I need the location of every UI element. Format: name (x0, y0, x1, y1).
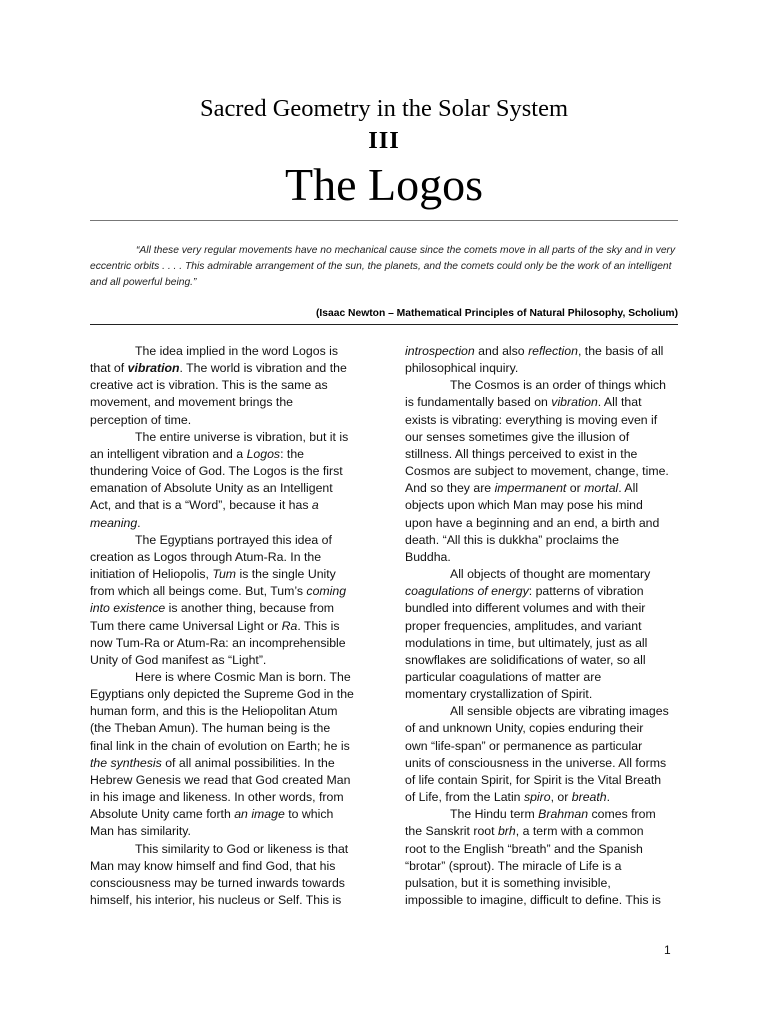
text-line (90, 480, 365, 497)
text-run: Cosmos are subject to movement, change, time. (405, 464, 669, 479)
text-line (90, 789, 365, 806)
text-line (90, 549, 365, 566)
text-line (405, 360, 680, 377)
emphasis-text: into existence (90, 601, 166, 616)
text-line (405, 772, 680, 789)
emphasis-text: coagulations of energy (405, 584, 529, 599)
text-run: own “life-span” or permanence as particular (405, 738, 643, 753)
text-run: The Cosmos is an order of things which (450, 378, 666, 393)
text-line (90, 463, 365, 480)
text-line (405, 532, 680, 549)
text-run: All objects of thought are momentary (450, 567, 651, 582)
text-run: . All that (597, 395, 642, 410)
text-line (90, 429, 365, 446)
text-run: Hebrew Genesis we read that God created Man (90, 772, 351, 787)
text-run: objects upon which Man may pose his mind (405, 498, 643, 513)
emphasis-text: an image (234, 807, 285, 822)
text-run: comes from (588, 807, 656, 822)
body-paragraph (405, 343, 680, 377)
emphasis-text: Logos (246, 446, 281, 461)
body-paragraph (405, 703, 680, 806)
series-title: Sacred Geometry in the Solar System (199, 95, 569, 122)
text-line (405, 566, 680, 583)
text-run: stillness. All things perceived to exist in the (405, 446, 638, 461)
text-line (405, 497, 680, 514)
emphasis-text: impermanent (494, 481, 567, 496)
text-line (405, 429, 680, 446)
text-line (90, 669, 365, 686)
body-paragraph (90, 429, 365, 532)
text-line (90, 377, 365, 394)
body-paragraph (90, 343, 365, 429)
text-run: human form, and this is the Heliopolitan Atum (90, 704, 338, 719)
text-run: Tum there came Universal Light or (90, 618, 282, 633)
text-run: modulations in time, but ultimately, just as all (405, 635, 648, 650)
text-run: initiation of Heliopolis, (90, 567, 213, 582)
emphasis-text: reflection (528, 344, 578, 358)
text-line (405, 686, 680, 703)
text-run: momentary crystallization of Spirit. (405, 687, 593, 702)
text-line (90, 497, 365, 514)
text-run: exists is vibrating: everything is moving even if (405, 412, 658, 427)
text-run: consciousness may be turned inwards towards (90, 875, 345, 890)
text-line (90, 686, 365, 703)
text-line (405, 600, 680, 617)
text-line (90, 841, 365, 858)
text-run: The entire universe is vibration, but it is (135, 429, 349, 444)
text-line (405, 515, 680, 532)
text-run: now Tum-Ra or Atum-Ra: an incomprehensible (90, 635, 346, 650)
text-run: . The world is vibration and the (179, 361, 347, 376)
text-run: the Sanskrit root (405, 824, 498, 839)
text-line (405, 738, 680, 755)
emphasis-text: coming (306, 584, 347, 599)
emphasis-text: introspection (405, 344, 475, 358)
text-run: an intelligent vibration and a (90, 446, 247, 461)
text-run: And so they are (405, 481, 495, 496)
text-run: : the (280, 446, 305, 461)
text-line (405, 549, 680, 566)
text-line (90, 360, 365, 377)
text-line (90, 703, 365, 720)
emphasis-text: meaning (90, 515, 138, 530)
text-line (405, 841, 680, 858)
text-run: units of consciousness in the universe. All forms (405, 755, 667, 770)
epigraph-quote: “All these very regular movements have no mechanical cause since the comets move in all parts of the sky and in very eccentric orbits . . . . This admirable arrangement of the sun, the planets, and the comets could only be the work of an intelligent and all powerful being.” (90, 245, 676, 288)
emphasis-text: vibration (551, 395, 598, 410)
text-line (405, 480, 680, 497)
epigraph-attribution: (Isaac Newton – Mathematical Principles of Natural Philosophy, Scholium) (316, 308, 678, 319)
emphasis-text: breath (571, 790, 607, 805)
text-line (405, 875, 680, 892)
text-line (90, 823, 365, 840)
text-line (405, 703, 680, 720)
text-run: . (137, 515, 141, 530)
text-run: is fundamentally based on (405, 395, 552, 410)
text-run: upon have a beginning and an end, a birth and (405, 515, 660, 530)
text-line (90, 738, 365, 755)
text-run: impossible to imagine, difficult to define. This is (405, 893, 661, 907)
text-run: movement, and movement brings the (90, 395, 294, 410)
text-line (90, 412, 365, 429)
text-line (405, 412, 680, 429)
text-run: proper frequencies, amplitudes, and variant (405, 618, 642, 633)
text-run: Egyptians only depicted the Supreme God in the (90, 687, 354, 702)
text-line (405, 892, 680, 909)
text-line (405, 652, 680, 669)
text-run: particular coagulations of matter are (405, 669, 602, 684)
text-run: is the single Unity (236, 567, 336, 582)
text-run: , a term with a common (515, 824, 644, 839)
text-line (90, 875, 365, 892)
text-line (405, 377, 680, 394)
emphasis-text: Brahman (538, 807, 589, 822)
text-run: This similarity to God or likeness is that (135, 841, 349, 856)
text-run: in his image and likeness. In other words, from (90, 790, 344, 805)
text-line (405, 806, 680, 823)
text-run: from which all beings come. But, Tum’s (90, 584, 307, 599)
text-run: bundled into different volumes and with their (405, 601, 646, 616)
text-line (90, 583, 365, 600)
text-line (405, 858, 680, 875)
text-run: . All (618, 481, 639, 496)
text-line (90, 635, 365, 652)
emphasis-text: Tum (212, 567, 237, 582)
text-line (405, 635, 680, 652)
text-run: . This is (297, 618, 340, 633)
right-column (405, 343, 680, 909)
emphasis-text: Ra (281, 618, 298, 633)
emphasis-text: a (311, 498, 319, 513)
text-run: creation as Logos through Atum-Ra. In the (90, 549, 322, 564)
text-line (405, 394, 680, 411)
text-line (90, 515, 365, 532)
text-run: that of (90, 361, 128, 376)
text-run: : patterns of vibration (528, 584, 644, 599)
text-run: death. “All this is dukkha” proclaims the (405, 532, 619, 547)
text-run: Act, and that is a “Word”, because it has (90, 498, 312, 513)
text-run: is another thing, because from (165, 601, 335, 616)
text-run: (the Theban Amun). The human being is the (90, 721, 331, 736)
text-run: , or (550, 790, 572, 805)
text-line (90, 532, 365, 549)
text-run: creative act is vibration. This is the same as (90, 378, 328, 393)
text-line (405, 789, 680, 806)
text-line (90, 618, 365, 635)
text-run: root to the English “breath” and the Spanish (405, 841, 643, 856)
text-run: Man may know himself and find God, that his (90, 858, 336, 873)
text-run: final link in the chain of evolution on Earth; he is (90, 738, 350, 753)
text-line (90, 343, 365, 360)
text-run: thundering Voice of God. The Logos is the first (90, 464, 343, 479)
text-run: of and unknown Unity, copies enduring their (405, 721, 644, 736)
text-line (90, 892, 365, 909)
text-line (90, 394, 365, 411)
text-run: our senses sometimes give the illusion of (405, 429, 630, 444)
left-column (90, 343, 365, 909)
body-paragraph (405, 806, 680, 909)
text-line (90, 446, 365, 463)
text-line (405, 669, 680, 686)
text-line (90, 858, 365, 875)
text-run: “brotar” (sprout). The miracle of Life is a (405, 858, 622, 873)
page-number: 1 (664, 943, 671, 957)
text-line (90, 806, 365, 823)
text-run: or (566, 481, 585, 496)
text-line (405, 583, 680, 600)
body-paragraph (90, 841, 365, 910)
text-run: Unity of God manifest as “Light”. (90, 652, 267, 667)
text-line (90, 566, 365, 583)
text-run: philosophical inquiry. (405, 361, 519, 376)
emphasis-text: vibration (127, 361, 180, 376)
text-run: , the basis of all (577, 344, 664, 358)
emphasis-text: spiro (523, 790, 551, 805)
text-run: Here is where Cosmic Man is born. The (135, 669, 351, 684)
text-line (405, 720, 680, 737)
text-run: pulsation, but it is something invisible, (405, 875, 611, 890)
text-run: Buddha. (405, 549, 451, 564)
text-run: The Egyptians portrayed this idea of (135, 532, 332, 547)
text-run: All sensible objects are vibrating images (450, 704, 669, 719)
text-line (405, 446, 680, 463)
text-line (90, 772, 365, 789)
text-run: perception of time. (90, 412, 192, 427)
text-run: of Life, from the Latin (405, 790, 524, 805)
text-run: and also (474, 344, 529, 358)
body-paragraph (90, 669, 365, 841)
text-run: Absolute Unity came forth (90, 807, 235, 822)
text-line (405, 618, 680, 635)
text-run: . (606, 790, 611, 805)
emphasis-text: the synthesis (90, 755, 162, 770)
text-run: of life contain Spirit, for Spirit is the Vital Breath (405, 772, 662, 787)
text-line (405, 463, 680, 480)
emphasis-text: mortal (584, 481, 619, 496)
text-run: Man has similarity. (90, 824, 191, 839)
text-line (90, 755, 365, 772)
top-divider (90, 220, 678, 221)
body-paragraph (90, 532, 365, 669)
text-run: of all animal possibilities. In the (161, 755, 335, 770)
body-paragraph (405, 377, 680, 566)
text-run: The idea implied in the word Logos is (135, 344, 339, 358)
text-line (405, 823, 680, 840)
text-line (405, 343, 680, 360)
text-line (405, 755, 680, 772)
text-run: The Hindu term (450, 807, 539, 822)
text-run: to which (284, 807, 334, 822)
part-number: III (368, 127, 400, 154)
text-line (90, 600, 365, 617)
text-run: himself, his interior, his nucleus or Self. This is (90, 893, 342, 907)
text-run: snowflakes are solidifications of water, so all (405, 652, 646, 667)
text-line (90, 652, 365, 669)
emphasis-text: brh (497, 824, 516, 839)
text-run: emanation of Absolute Unity as an Intelligent (90, 481, 333, 496)
epigraph-divider (90, 324, 678, 325)
body-paragraph (405, 566, 680, 703)
chapter-title: The Logos (284, 159, 483, 210)
text-line (90, 720, 365, 737)
